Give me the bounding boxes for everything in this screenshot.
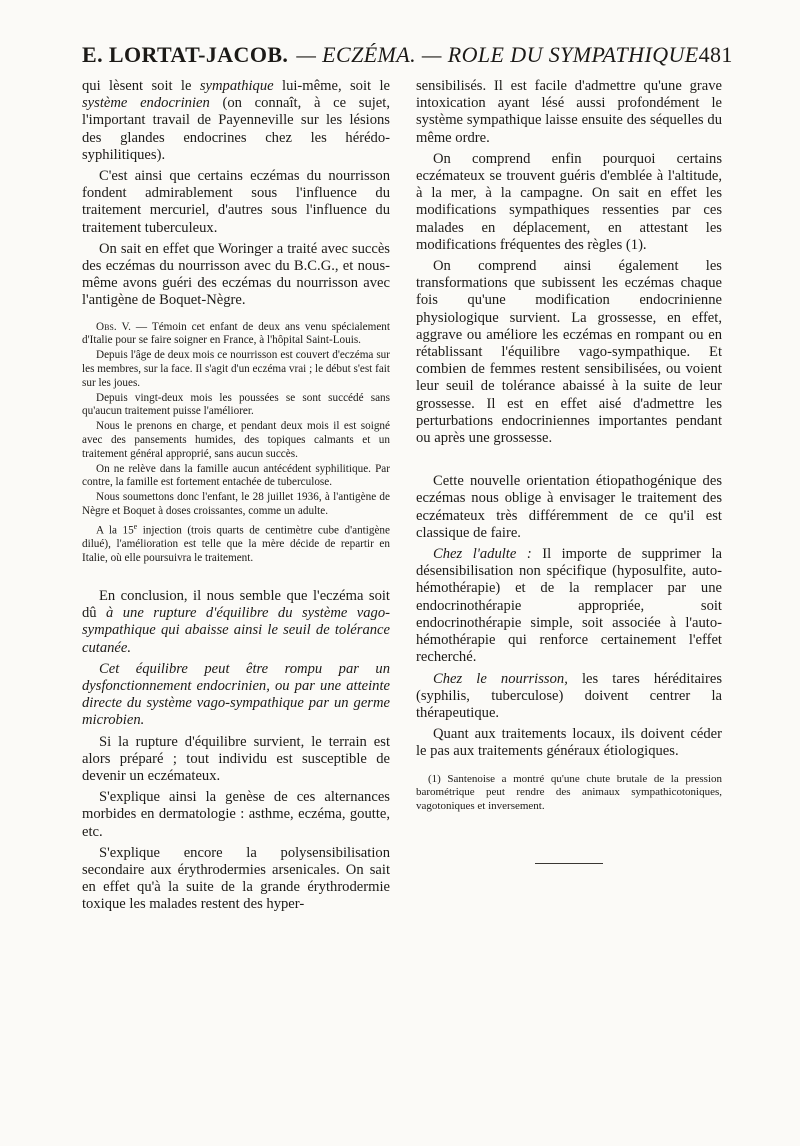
running-header (82, 42, 733, 72)
footnote (416, 773, 722, 814)
paragraph: C'est ainsi que certains eczémas du nourrisson fondent admirablement sous l'influence du traitement mercuriel, d'autres sous l'influence du traitement tuberculeux. (82, 168, 390, 236)
paragraph: Si la rupture d'équilibre survient, le terrain est alors préparé ; tout individu est susceptible de devenir un eczémateux. (82, 733, 390, 784)
paragraph: Quant aux traitements locaux, ils doivent céder le pas aux traitements généraux étiologiques. (416, 726, 722, 760)
conclusion-block (82, 588, 390, 914)
page-number: 481 (698, 42, 733, 67)
observation-label: Obs. V. (96, 320, 131, 333)
observation-para: Depuis l'âge de deux mois ce nourrisson est couvert d'eczéma sur les membres, sur la face. Il s'agit d'un eczéma vrai ; le début s'est fait sur les joues. (82, 349, 390, 389)
right-column (416, 78, 722, 864)
paragraph: Cette nouvelle orientation étiopathogénique des eczémas nous oblige à envisager le traitement des eczémateux très différemment de ce qu'il est classique de faire. (416, 473, 722, 541)
observation-para: On ne relève dans la famille aucun antécédent syphilitique. Par contre, la famille est fortement entachée de tuberculose. (82, 462, 390, 489)
observation-para: Depuis vingt-deux mois les poussées se sont succédé sans qu'aucun traitement puisse l'améliorer. (82, 391, 390, 418)
observation-para: Nous soumettons donc l'enfant, le 28 juillet 1936, à l'antigène de Nègre et Boquet à doses croissantes, comme un adulte. (82, 491, 390, 517)
paragraph: Chez l'adulte : Il importe de supprimer la désensibilisation non spécifique (hyposulfite, auto-hémothérapie) et de la remplacer par une endocrinothérapie appropriée, soit endocrinothérapie simple, soit associée à l'auto-hémothérapie qui renforce certainement l'effet recherché. (416, 546, 722, 666)
paragraph: On comprend enfin pourquoi certains eczémateux se trouvent guéris d'emblée à l'altitude, à la mer, à la campagne. On sait en effet les modifications sympathiques ressenties par ces malades en déplacement, en attestant les modifications fréquentes des règles (1). (416, 150, 722, 253)
observation-para: A la 15e injection (trois quarts de centimètre cube d'antigène dilué), l'amélioration est telle que la mère décide de repartir en Italie, où elle poursuivra le traitement. (82, 521, 390, 565)
end-rule (535, 863, 603, 864)
observation-para: Obs. V. — Témoin cet enfant de deux ans venu spécialement d'Italie pour se faire soigner en France, à l'hôpital Saint-Louis. (82, 320, 390, 347)
paragraph: Cet équilibre peut être rompu par un dysfonctionnement endocrinien, ou par une atteinte directe du système vago-sympathique par un germe microbien. (82, 660, 390, 729)
paragraph: En conclusion, il nous semble que l'eczéma soit dû à une rupture d'équilibre du système vago-sympathique qui abaisse ainsi le seuil de tolérance cutanée. (82, 587, 390, 656)
paragraph: S'explique encore la polysensibilisation secondaire aux érythrodermies arsenicales. On sait en effet qu'à la suite de la grande érythrodermie toxique les malades restent des hyper- (82, 844, 390, 913)
header-title: — ECZÉMA. — ROLE DU SYMPATHIQUE (296, 42, 699, 67)
left-column (82, 78, 390, 914)
observation-para: Nous le prenons en charge, et pendant deux mois il est soigné avec des pansements humides, des topiques calmants et un traitement général approprié, sans aucun succès. (82, 420, 390, 460)
footnote-text: (1) Santenoise a montré qu'une chute brutale de la pression barométrique peut rendre des animaux sympathicotoniques, vagotoniques et inversement. (416, 772, 722, 812)
paragraph: On sait en effet que Woringer a traité avec succès des eczémas du nourrisson avec du B.C.G., et nous-même avons guéri des eczémas du nourrisson avec l'antigène de Boquet-Nègre. (82, 240, 390, 309)
paragraph: qui lèsent soit le sympathique lui-même, soit le système endocrinien (on connaît, à ce sujet, l'important travail de Payenneville sur les lésions des glandes endocrines chez les hérédo-syphilitiques). (82, 78, 390, 163)
paragraph: Chez le nourrisson, les tares héréditaires (syphilis, tuberculose) doivent centrer la thérapeutique. (416, 670, 722, 721)
paragraph: S'explique ainsi la genèse de ces alternances morbides en dermatologie : asthme, eczéma, goutte, etc. (82, 789, 390, 840)
header-author: E. LORTAT-JACOB. (82, 42, 289, 67)
observation-block (82, 321, 390, 566)
paragraph: On comprend ainsi également les transformations que subissent les eczémas chaque fois qu'une modification endocrinienne physiologique survient. La grossesse, en effet, aggrave ou améliore les eczémas en rompant ou en rétablissant l'équilibre vago-sympathique. Et combien de femmes restent sensibilisées, ou voient leur seuil de tolérance abaissé à la suite de leur grossesse. Il est en effet aisé d'admettre les perturbations endocriniennes importantes pendant ou après une grossesse. (416, 258, 722, 447)
paragraph: sensibilisés. Il est facile d'admettre qu'une grave intoxication ayant lésé aussi profondément le système sympathique laisse ensuite des séquelles du même ordre. (416, 78, 722, 146)
